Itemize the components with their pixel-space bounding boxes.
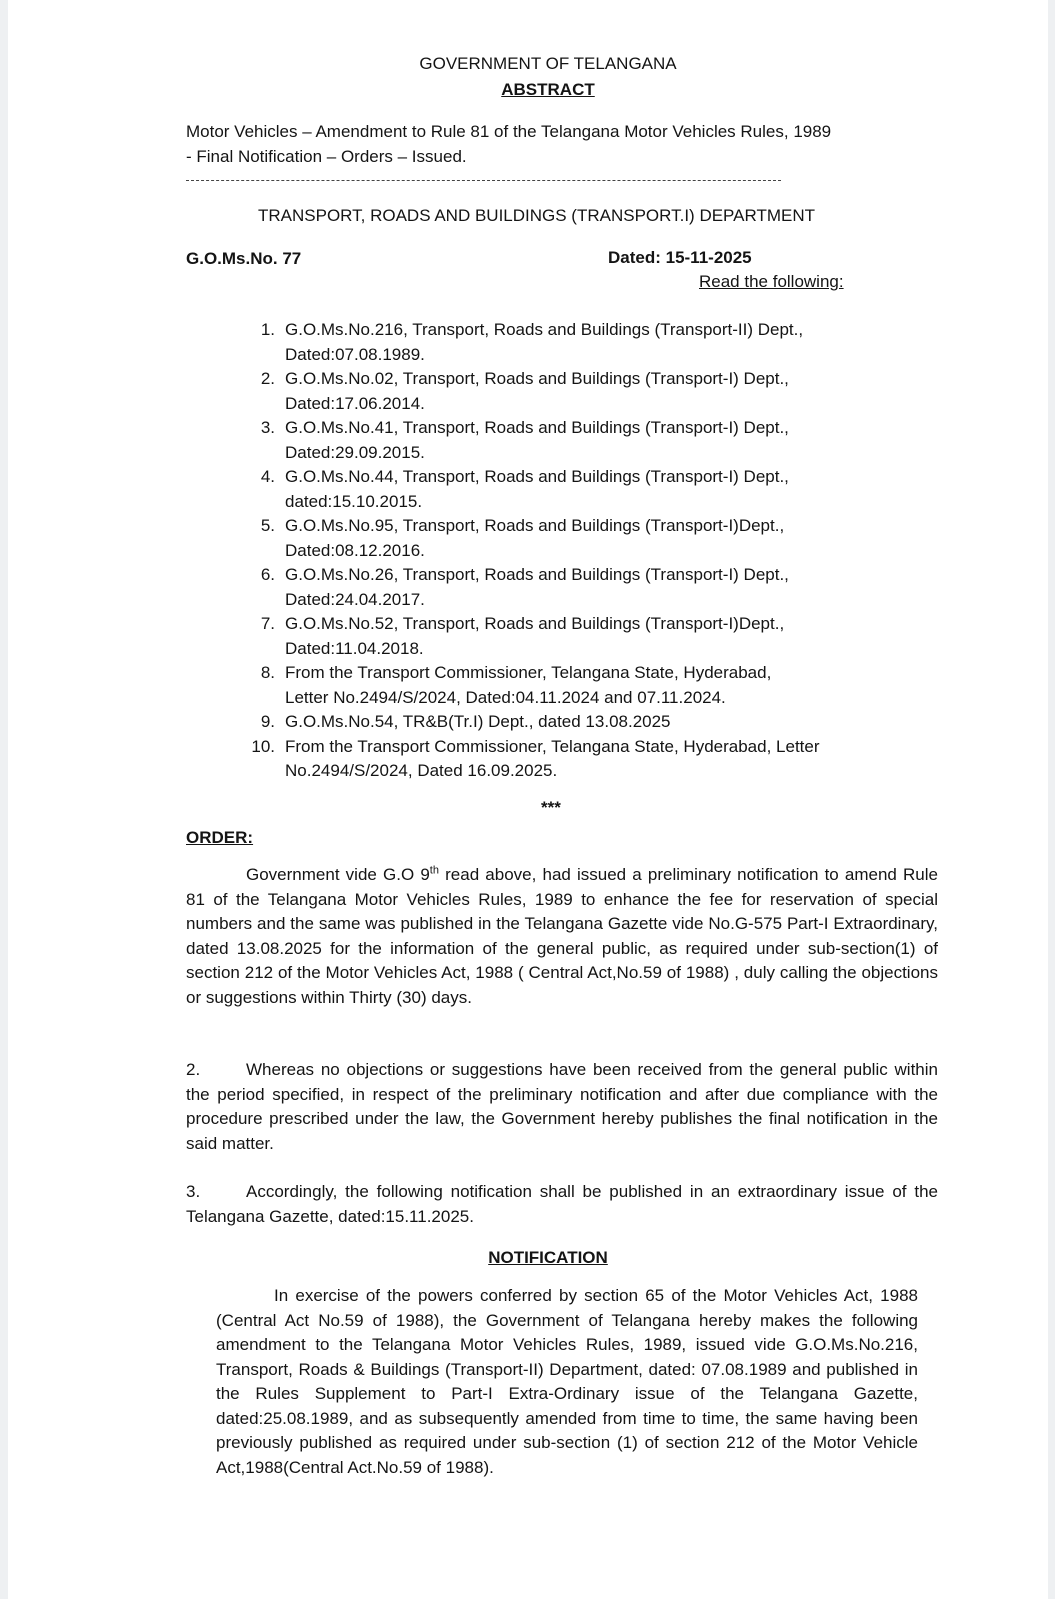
reference-text [285, 612, 941, 661]
paragraph-number: 3. [186, 1182, 201, 1201]
subject-line: - Final Notification – Orders – Issued. [186, 146, 467, 166]
reference-line: Dated:08.12.2016. [285, 540, 425, 560]
reference-text [285, 563, 941, 612]
reference-line: G.O.Ms.No.216, Transport, Roads and Buildings (Transport-II) Dept., [285, 320, 804, 339]
order-paragraph-2 [186, 1058, 938, 1156]
reference-text [285, 318, 941, 367]
go-date: Dated: 15-11-2025 [608, 248, 752, 267]
reference-line: G.O.Ms.No.02, Transport, Roads and Buildings (Transport-I) Dept., [285, 369, 789, 388]
order-p2-text: Whereas no objections or suggestions have been received from the general public within the period specified, in respect of the preliminary notification and after due compliance with the procedure prescribed under the law, the Government hereby publishes the final notification in the said matter. [186, 1060, 938, 1153]
reference-number: 6. [260, 565, 275, 584]
reference-list [241, 318, 941, 784]
reference-number: 2. [260, 369, 275, 388]
government-title: GOVERNMENT OF TELANGANA [419, 54, 677, 73]
reference-text [285, 661, 941, 710]
paragraph-number: 2. [186, 1060, 201, 1079]
reference-item [241, 710, 941, 735]
read-following: Read the following: [699, 272, 844, 291]
reference-item [241, 735, 941, 784]
reference-text [285, 735, 941, 784]
reference-text [285, 710, 941, 735]
reference-line: G.O.Ms.No.52, Transport, Roads and Buildings (Transport-I)Dept., [285, 614, 785, 633]
reference-text [285, 514, 941, 563]
reference-line: G.O.Ms.No.44, Transport, Roads and Buildings (Transport-I) Dept., [285, 467, 789, 486]
go-number: G.O.Ms.No. 77 [186, 249, 302, 268]
reference-number: 4. [260, 467, 275, 486]
reference-line: Letter No.2494/S/2024, Dated:04.11.2024 and 07.11.2024. [285, 687, 726, 707]
notification-heading: NOTIFICATION [488, 1248, 608, 1267]
reference-item [241, 661, 941, 710]
reference-line: G.O.Ms.No.54, TR&B(Tr.I) Dept., dated 13.08.2025 [285, 712, 671, 731]
reference-line: From the Transport Commissioner, Telangana State, Hyderabad, [285, 663, 772, 682]
order-p1-text: Government vide G.O 9 [246, 865, 430, 884]
reference-line: From the Transport Commissioner, Telangana State, Hyderabad, Letter [285, 736, 820, 756]
order-p1-text: read above, had issued a preliminary notification to amend Rule 81 of the Telangana Motor Vehicles Rules, 1989 to enhance the fee for reservation of special numbers and the same was published in the Telangana Gazette vide No.G-575 Part-I Extraordinary, dated 13.08.2025 for the information of the general public, as required under sub-section(1) of section 212 of the Motor Vehicles Act, 1988 ( Central Act,No.59 of 1988) , duly calling the objections or suggestions within Thirty (30) days. [186, 865, 938, 1007]
reference-item [241, 612, 941, 661]
reference-line: Dated:29.09.2015. [285, 442, 425, 462]
reference-item [241, 416, 941, 465]
reference-text [285, 465, 941, 514]
separator-stars: *** [541, 798, 561, 817]
subject [186, 120, 926, 169]
reference-line: G.O.Ms.No.41, Transport, Roads and Buildings (Transport-I) Dept., [285, 418, 789, 437]
reference-number: 3. [260, 418, 275, 437]
reference-item [241, 514, 941, 563]
reference-line: No.2494/S/2024, Dated 16.09.2025. [285, 761, 558, 780]
reference-line: Dated:24.04.2017. [285, 589, 425, 609]
order-paragraph-1 [186, 863, 938, 1010]
reference-text [285, 367, 941, 416]
reference-item [241, 367, 941, 416]
reference-item [241, 318, 941, 367]
reference-line: Dated:11.04.2018. [285, 638, 424, 658]
order-heading: ORDER: [186, 828, 254, 847]
reference-line: dated:15.10.2015. [285, 491, 423, 511]
reference-item [241, 563, 941, 612]
reference-number: 8. [260, 663, 275, 682]
reference-number: 7. [260, 614, 275, 633]
reference-line: Dated:17.06.2014. [285, 393, 425, 413]
document-page [8, 0, 1048, 1599]
reference-number: 10. [251, 736, 275, 756]
notification-paragraph: In exercise of the powers conferred by section 65 of the Motor Vehicles Act, 1988 (Central Act No.59 of 1988), the Government of Telangana hereby makes the following amendment to the Telangana Motor Vehicles Rules, 1989, issued vide G.O.Ms.No.216, Transport, Roads & Buildings (Transport-II) Department, dated: 07.08.1989 and published in the Rules Supplement to Part-I Extra-Ordinary issue of the Telangana Gazette, dated:25.08.1989, and as subsequently amended from time to time, the same having been previously published as required under sub-section (1) of section 212 of the Motor Vehicle Act,1988(Central Act.No.59 of 1988). [216, 1286, 918, 1477]
reference-item [241, 465, 941, 514]
order-p1-sup: th [429, 864, 439, 877]
reference-number: 1. [260, 320, 275, 339]
reference-text [285, 416, 941, 465]
reference-number: 9. [260, 712, 275, 731]
subject-line: Motor Vehicles – Amendment to Rule 81 of the Telangana Motor Vehicles Rules, 1989 [186, 122, 832, 141]
reference-line: Dated:07.08.1989. [285, 344, 425, 364]
reference-number: 5. [260, 516, 275, 535]
abstract-heading: ABSTRACT [501, 80, 595, 99]
department-title: TRANSPORT, ROADS AND BUILDINGS (TRANSPORT.I) DEPARTMENT [258, 206, 815, 225]
order-paragraph-3 [186, 1180, 938, 1229]
dashed-divider [186, 180, 781, 181]
reference-line: G.O.Ms.No.95, Transport, Roads and Buildings (Transport-I)Dept., [285, 516, 785, 535]
order-p3-text: Accordingly, the following notification shall be published in an extraordinary issue of the Telangana Gazette, dated:15.11.2025. [186, 1182, 938, 1226]
reference-line: G.O.Ms.No.26, Transport, Roads and Buildings (Transport-I) Dept., [285, 565, 789, 584]
